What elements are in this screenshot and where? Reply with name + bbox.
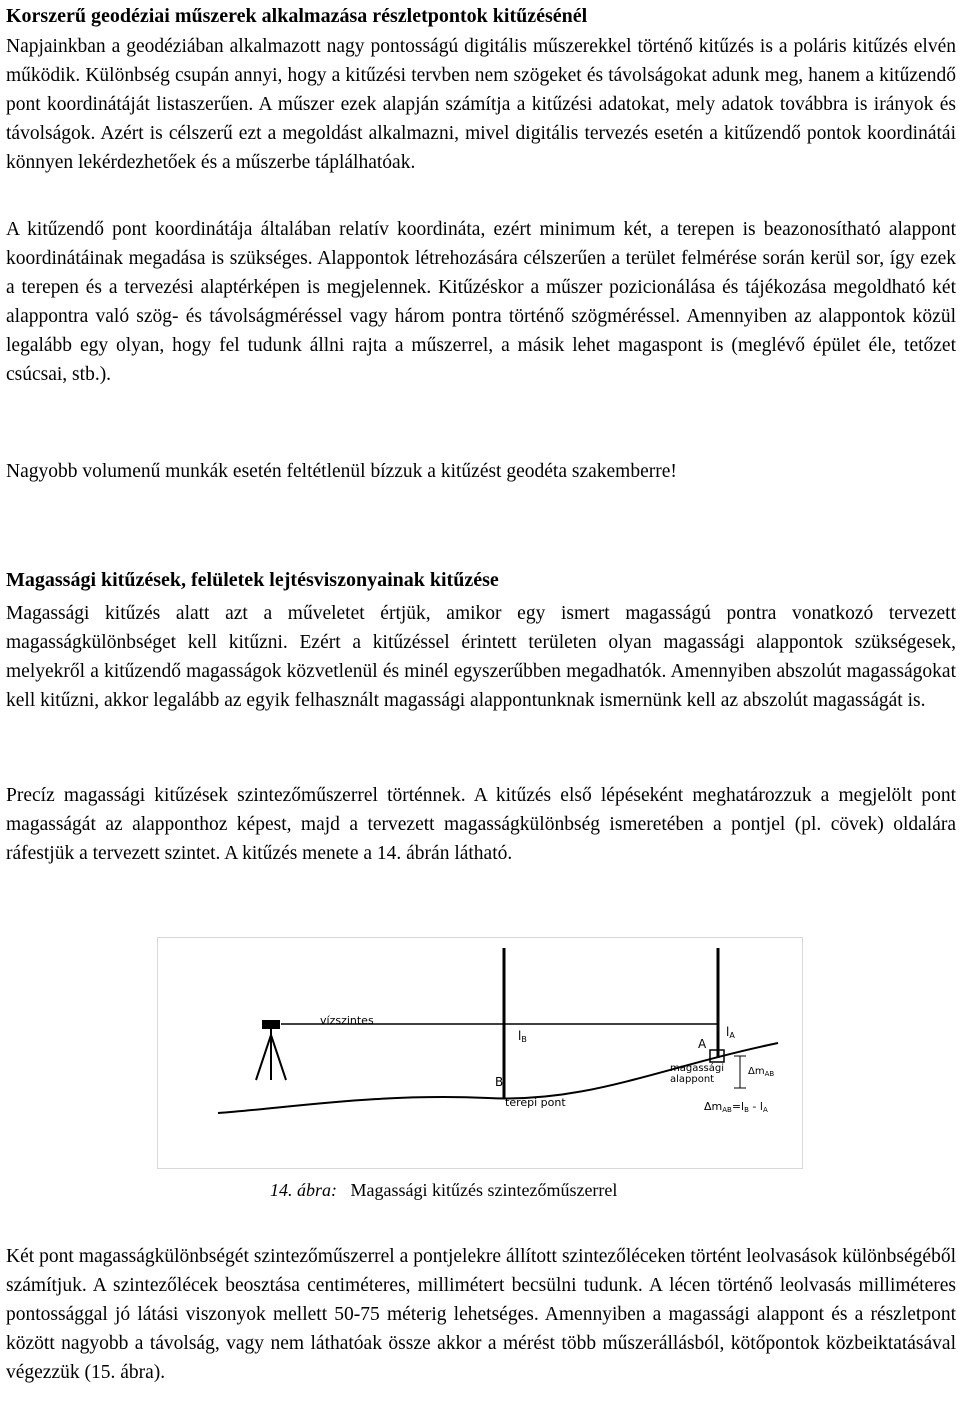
svg-text:lA: [726, 1025, 735, 1040]
level-instrument: [256, 1020, 286, 1080]
paragraph-warning: Nagyobb volumenű munkák esetén feltétlenül bízzuk a kitűzést geodéta szakemberre!: [6, 461, 677, 482]
label-point-a: A: [698, 1037, 707, 1051]
svg-text:lB: [518, 1029, 527, 1044]
label-la: l: [726, 1025, 730, 1039]
label-dm: Δm: [748, 1066, 765, 1077]
caption-text: Magassági kitűzés szintezőműszerrel: [350, 1180, 618, 1200]
label-benchmark-2: alappont: [670, 1074, 715, 1085]
label-horizontal: vízszintes: [320, 1014, 374, 1027]
caption-number: 14. ábra:: [270, 1180, 337, 1200]
label-terrain-point: terepi pont: [505, 1096, 566, 1109]
paragraph-2: A kitűzendő pont koordinátája általában relatív koordináta, ezért minimum két, a terepen is beazonosítható alappont koordinátáinak megadása is szükséges. Alappontok létrehozására célszerűen a terület felmérése során kerül sor, így ezek a terepen és a tervezési alaptérképen is megjelennek. Kitűzéskor a műszer pozicionálása és tájékozása megoldható két alappontra való szög- és távolságméréssel vagy három pontra történő szögméréssel. Amennyiben az alappontok közül legalább egy olyan, hogy fel tudunk állni rajta a műszerrel, a másik lehet magaspont is (meglévő épület éle, tetőzet csúcsai, stb.).: [6, 219, 956, 385]
label-benchmark-1: magassági: [670, 1063, 725, 1074]
figure-14: [157, 937, 803, 1169]
svg-text:ΔmAB: [748, 1066, 774, 1078]
figure-caption: [270, 1178, 617, 1202]
paragraph-5: Két pont magasságkülönbségét szintezőműszerrel a pontjelekre állított szintezőléceken történt leolvasások különbségéből számítjuk. A szintezőlécek beosztása centiméteres, millimétert becsülni tudunk. A lécen történő leolvasás milliméteres pontossággal jó látási viszonyok mellett 50-75 méterig lehetséges. Amennyiben a magassági alappont és a részletpont között nagyobb a távolság, vagy nem láthatóak össze akkor a mérést több műszerállásból, kötőpontok közbeiktatásával végezzük (15. ábra).: [6, 1246, 956, 1383]
paragraph-1: Napjainkban a geodéziában alkalmazott nagy pontosságú digitális műszerekkel történő kitűzés is a poláris kitűzés elvén működik. Különbség csupán annyi, hogy a kitűzési tervben nem szögeket és távolságokat adunk meg, hanem a kitűzendő pont koordinátáját listaszerűen. A műszer ezek alapján számítja a kitűzési adatokat, mely adatok továbbra is irányok és távolságok. Azért is célszerű ezt a megoldást alkalmazni, mivel digitális tervezés esetén a kitűzendő pontok koordinátái könnyen lekérdezhetőek és a műszerbe táplálhatóak.: [6, 36, 956, 173]
paragraph-4: Precíz magassági kitűzések szintezőműszerrel történnek. A kitűzés első lépéseként meghatározzuk a megjelölt pont magasságát az alapponthoz képest, majd a tervezett magasságkülönbség ismeretében a pontjel (pl. cövek) oldalára ráfestjük a tervezett szintet. A kitűzés menete a 14. ábrán látható.: [6, 785, 956, 864]
section-title-2: Magassági kitűzések, felületek lejtésviszonyainak kitűzése: [6, 569, 499, 591]
paragraph-3: Magassági kitűzés alatt azt a műveletet értjük, amikor egy ismert magasságú pontra vonatkozó tervezett magasságkülönbséget kell kitűzni. Ezért a kitűzéssel érintett területen olyan magassági alappontok szükségesek, melyekről a kitűzendő magasságok közvetlenül és minél egyszerűbben megadhatók. Amennyiben abszolút magasságokat kell kitűzni, akkor legalább az egyik felhasznált magassági alappontunknak ismernünk kell az abszolút magasságát is.: [6, 603, 956, 711]
label-dm-sub: AB: [764, 1070, 775, 1078]
section-title-1: Korszerű geodéziai műszerek alkalmazása részletpontok kitűzésénél: [6, 5, 588, 27]
label-lb: l: [518, 1029, 522, 1043]
leveling-diagram: [158, 938, 802, 1168]
label-lb-sub: B: [521, 1035, 527, 1044]
label-point-b: B: [495, 1075, 504, 1089]
label-la-sub: A: [729, 1031, 735, 1040]
formula: ΔmAB=lB - lA: [704, 1100, 768, 1114]
